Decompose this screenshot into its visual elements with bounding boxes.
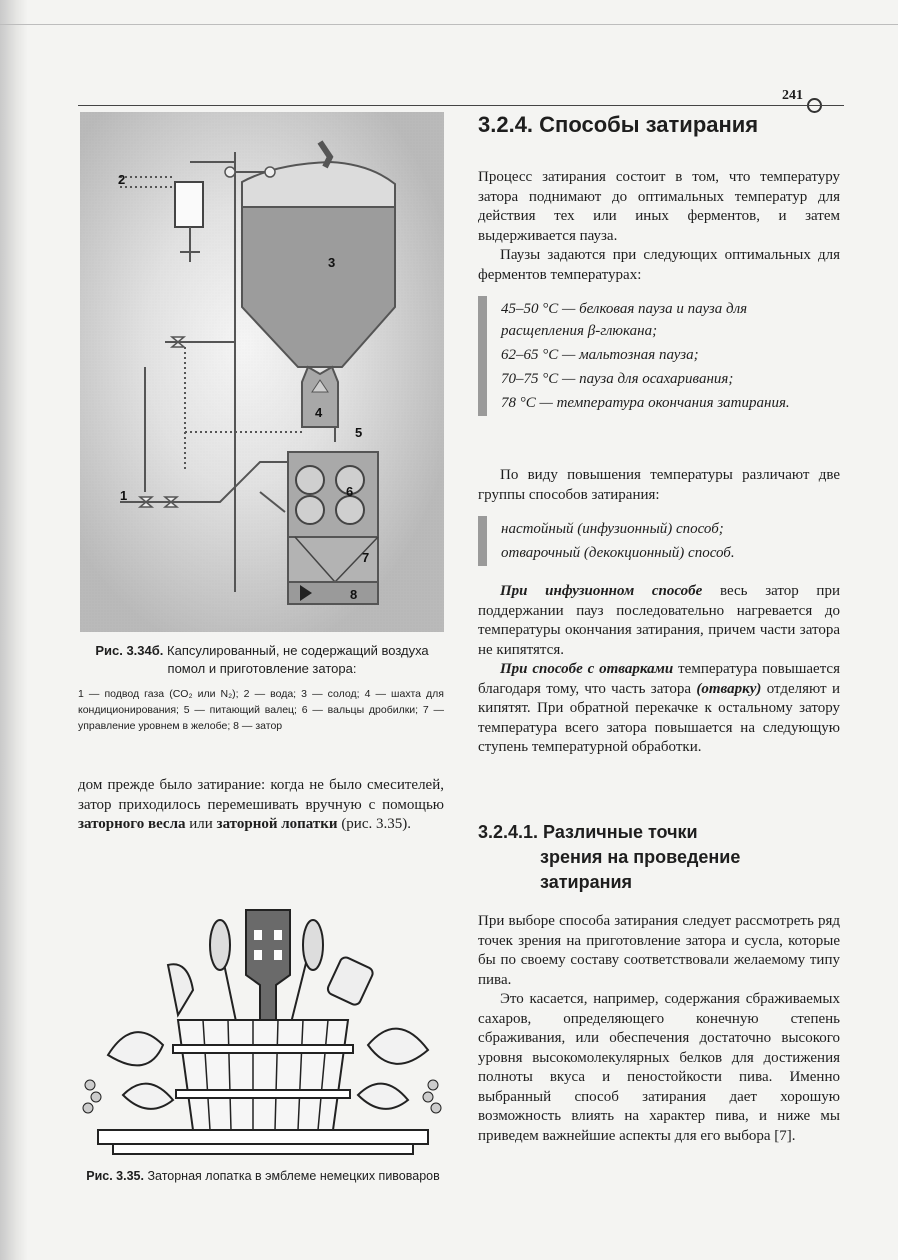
figure1-caption [80, 642, 444, 678]
method-list [478, 516, 819, 566]
paragraph-1: Процесс затирания состоит в том, что температуру затора поднимают до оптимальных температур для действия тех или иных ферментов, и затем выдерживается пауза. [478, 169, 840, 244]
section-heading: 3.2.4. Способы затирания [478, 112, 759, 137]
methods-description [478, 582, 840, 758]
intro-paragraphs [478, 168, 840, 285]
subsection-heading: 3.2.4.1. Различные точки зрения на проведение затирания [478, 822, 741, 892]
subsection-paragraphs [478, 912, 840, 1146]
paragraph-3-block [478, 466, 840, 505]
scan-top-edge [0, 24, 898, 25]
paragraph-2: Паузы задаются при следующих оптимальных для ферментов температурах: [478, 247, 840, 283]
label-8: 8 [350, 587, 358, 602]
book-binding-shadow [0, 0, 28, 1260]
figure-mashing-diagram [80, 112, 444, 632]
label-7: 7 [362, 550, 370, 565]
figure2-caption-label: Рис. 3.35. [86, 1169, 144, 1183]
label-2: 2 [118, 172, 126, 187]
paragraph-3: По виду повышения температуры различают две группы способов затирания: [478, 467, 840, 503]
page-number: 241 [782, 88, 822, 113]
paragraph-7: Это касается, например, содержания сбраживаемых сахаров, определяющего конечную степень сбраживания, или обеспечения достаточно высокого уровня высокомолекулярных белков для достижения полноты вкуса и пеностойкости пива. Именно выбранный способ затирания дает хорошую возможность влиять на характер пива, и ниже мы приведем важнейшие аспекты для его выбора [7]. [478, 991, 840, 1144]
pause-item: 70–75 °C — пауза для осахаривания; [501, 371, 734, 387]
figure1-caption-text: Капсулированный, не содержащий воздуха помол и приготовление затора: [167, 643, 429, 676]
figure2-caption [78, 1168, 448, 1185]
pause-item: 78 °C — температура окончания затирания. [501, 395, 790, 411]
method-item: настойный (инфузионный) способ; [501, 521, 724, 537]
paragraph-6: При выборе способа затирания следует рассмотреть ряд точек зрения на приготовление затора и сусла, которые бы по своему составу соответствовали желаемому типу пива. [478, 913, 840, 988]
header-rule [78, 105, 844, 106]
pause-item: 62–65 °C — мальтозная пауза; [501, 347, 699, 363]
label-3: 3 [328, 255, 336, 270]
figure1-legend: 1 — подвод газа (CO₂ или N₂); 2 — вода; 3 — солод; 4 — шахта для кондиционирования; 5 — питающий валец; 6 — вальцы дробилки; 7 — управление уровнем в желобе; 8 — затор [78, 688, 444, 732]
label-4: 4 [315, 405, 323, 420]
left-continuation-text: дом прежде было затирание: когда не было смесителей, затор приходилось перемешивать вручную с помощью заторного весла или заторной лопатки (рис. 3.35). [78, 777, 444, 832]
figure2-caption-text: Заторная лопатка в эмблеме немецких пивоваров [147, 1169, 440, 1183]
label-5: 5 [355, 425, 363, 440]
method-item: отварочный (декокционный) способ. [501, 545, 735, 561]
pause-item: 45–50 °C — белковая пауза и пауза для расщепления β-глюкана; [501, 301, 748, 339]
pause-list [478, 296, 819, 416]
paragraph-5: При способе с отварками температура повышается благодаря тому, что часть затора (отварку) отделяют и кипятят. При обратной перекачке к остальному затору температура всего затора повышается на следующую ступень температурной обработки. [478, 661, 840, 755]
label-6: 6 [346, 484, 354, 499]
figure1-caption-label: Рис. 3.34б. [95, 643, 164, 658]
label-1: 1 [120, 488, 128, 503]
paragraph-4: При инфузионном способе весь затор при поддержании пауз последовательно нагревается до температуры окончания затирания, причем части затора не кипятятся. [478, 583, 840, 658]
figure-brewers-emblem [78, 905, 448, 1160]
